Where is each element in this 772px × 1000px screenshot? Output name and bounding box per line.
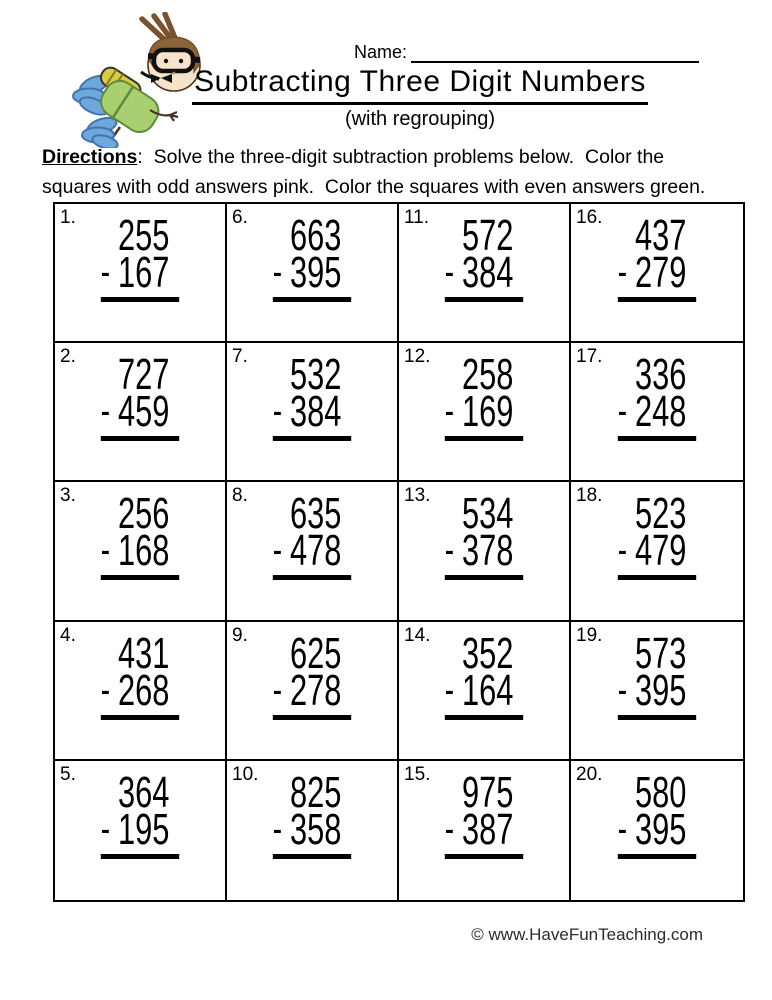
problem-cell-20: [571, 761, 743, 900]
subtrahend: 358: [290, 804, 342, 854]
minus-sign: -: [444, 389, 455, 434]
minus-sign: -: [100, 528, 111, 573]
subtrahend: 387: [462, 804, 514, 854]
minus-sign: -: [617, 806, 628, 851]
problem-cell-14: [399, 622, 571, 761]
problem-number: 16.: [576, 207, 603, 228]
minus-sign: -: [444, 806, 455, 851]
problem-cell-2: [55, 343, 227, 482]
answer-line: [101, 297, 179, 302]
minus-sign: -: [444, 250, 455, 294]
subtrahend: 169: [462, 387, 514, 437]
problem-cell-3: [55, 482, 227, 621]
minuend: 625: [290, 628, 342, 678]
problem-cell-4: [55, 622, 227, 761]
answer-line: [618, 854, 696, 859]
directions-text: : Solve the three-digit subtraction problems below. Color the squares with odd answers pink. Color the squares with even answers green.: [42, 146, 706, 198]
minus-sign: -: [617, 667, 628, 712]
minus-sign: -: [617, 250, 628, 294]
subtraction-problem: [272, 350, 351, 441]
directions: [42, 142, 736, 202]
answer-line: [273, 575, 351, 580]
answer-line: [445, 297, 523, 302]
minuend: 336: [635, 350, 687, 400]
subtraction-problem: [444, 628, 523, 720]
subtrahend: 384: [462, 248, 514, 297]
problem-cell-15: [399, 761, 571, 900]
name-row: [354, 42, 699, 63]
subtraction-problem: [100, 628, 179, 720]
footer-credit: © www.HaveFunTeaching.com: [471, 925, 703, 944]
subtraction-problem: [272, 767, 351, 859]
answer-line: [445, 436, 523, 441]
problem-cell-8: [227, 482, 399, 621]
subtrahend: 279: [635, 248, 687, 297]
subtrahend: 278: [290, 665, 342, 715]
minus-sign: -: [272, 389, 283, 434]
subtraction-problem: [444, 767, 523, 859]
subtrahend: 459: [118, 387, 170, 437]
minus-sign: -: [100, 250, 111, 294]
subtraction-problem: [444, 489, 523, 580]
minuend: 534: [462, 489, 514, 539]
subtrahend: 195: [118, 804, 170, 854]
minus-sign: -: [100, 389, 111, 434]
subtrahend: 268: [118, 665, 170, 715]
problem-number: 18.: [576, 485, 603, 507]
minuend: 580: [635, 767, 687, 817]
answer-line: [618, 575, 696, 580]
answer-line: [101, 854, 179, 859]
minus-sign: -: [100, 806, 111, 851]
minus-sign: -: [272, 806, 283, 851]
subtraction-problem: [617, 767, 696, 859]
problem-number: 10.: [232, 763, 259, 785]
title-block: [160, 64, 680, 130]
subtraction-problem: [444, 211, 523, 302]
subtrahend: 395: [290, 248, 342, 297]
problem-cell-17: [571, 343, 743, 482]
problem-number: 14.: [404, 624, 431, 646]
minuend: 352: [462, 628, 514, 678]
minuend: 663: [290, 211, 342, 260]
problem-cell-19: [571, 622, 743, 761]
problem-cell-10: [227, 761, 399, 900]
problem-number: 9.: [232, 624, 248, 646]
subtraction-problem: [617, 489, 696, 580]
problem-number: 7.: [232, 346, 248, 368]
problem-number: 5.: [60, 763, 76, 785]
minuend: 572: [462, 211, 514, 260]
minus-sign: -: [272, 667, 283, 712]
minuend: 431: [118, 628, 170, 678]
minuend: 258: [462, 350, 514, 400]
name-blank-line: [411, 43, 699, 63]
page-subtitle: (with regrouping): [344, 108, 496, 130]
subtrahend: 384: [290, 387, 342, 437]
subtraction-problem: [617, 628, 696, 720]
problem-number: 19.: [576, 624, 603, 646]
minuend: 825: [290, 767, 342, 817]
subtrahend: 164: [462, 665, 514, 715]
problem-number: 12.: [404, 346, 431, 368]
problem-cell-11: [399, 204, 571, 343]
minus-sign: -: [272, 250, 283, 294]
answer-line: [618, 436, 696, 441]
minus-sign: -: [444, 667, 455, 712]
minus-sign: -: [100, 667, 111, 712]
subtrahend: 167: [118, 248, 170, 297]
name-label: Name:: [354, 42, 408, 62]
directions-label: Directions: [42, 146, 138, 168]
minuend: 635: [290, 489, 342, 539]
problem-number: 8.: [232, 485, 248, 507]
problem-cell-7: [227, 343, 399, 482]
minuend: 437: [635, 211, 687, 260]
problem-cell-18: [571, 482, 743, 621]
minus-sign: -: [272, 528, 283, 573]
minuend: 727: [118, 350, 170, 400]
subtrahend: 395: [635, 804, 687, 854]
problem-cell-1: [55, 204, 227, 343]
answer-line: [445, 715, 523, 720]
answer-line: [273, 715, 351, 720]
minuend: 573: [635, 628, 687, 678]
answer-line: [445, 854, 523, 859]
minuend: 364: [118, 767, 170, 817]
minus-sign: -: [617, 389, 628, 434]
minuend: 256: [118, 489, 170, 539]
subtraction-problem: [617, 350, 696, 441]
subtraction-problem: [100, 350, 179, 441]
minuend: 532: [290, 350, 342, 400]
answer-line: [273, 297, 351, 302]
subtrahend: 248: [635, 387, 687, 437]
answer-line: [101, 575, 179, 580]
subtraction-problem: [272, 211, 351, 302]
problem-number: 17.: [576, 346, 603, 368]
subtraction-problem: [272, 628, 351, 720]
problem-number: 6.: [232, 207, 248, 228]
answer-line: [273, 854, 351, 859]
problem-cell-6: [227, 204, 399, 343]
problem-number: 1.: [60, 207, 76, 228]
problem-number: 11.: [404, 207, 430, 228]
problem-number: 20.: [576, 763, 603, 785]
answer-line: [273, 436, 351, 441]
answer-line: [101, 436, 179, 441]
problem-number: 15.: [404, 763, 431, 785]
problem-cell-12: [399, 343, 571, 482]
subtraction-problem: [272, 489, 351, 580]
answer-line: [101, 715, 179, 720]
problem-cell-5: [55, 761, 227, 900]
problem-number: 4.: [60, 624, 76, 646]
minuend: 523: [635, 489, 687, 539]
subtraction-problem: [100, 211, 179, 302]
subtraction-problem: [100, 767, 179, 859]
answer-line: [618, 715, 696, 720]
minus-sign: -: [617, 528, 628, 573]
problem-cell-9: [227, 622, 399, 761]
minuend: 255: [118, 211, 170, 260]
minuend: 975: [462, 767, 514, 817]
problem-number: 3.: [60, 485, 76, 507]
problem-grid: [53, 202, 745, 902]
problem-number: 13.: [404, 485, 431, 507]
problem-cell-13: [399, 482, 571, 621]
subtraction-problem: [444, 350, 523, 441]
subtrahend: 168: [118, 526, 170, 576]
subtrahend: 479: [635, 526, 687, 576]
subtrahend: 378: [462, 526, 514, 576]
subtrahend: 478: [290, 526, 342, 576]
subtrahend: 395: [635, 665, 687, 715]
subtraction-problem: [617, 211, 696, 302]
page-title: Subtracting Three Digit Numbers: [192, 64, 648, 105]
answer-line: [618, 297, 696, 302]
problem-number: 2.: [60, 346, 76, 368]
subtraction-problem: [100, 489, 179, 580]
answer-line: [445, 575, 523, 580]
problem-cell-16: [571, 204, 743, 343]
minus-sign: -: [444, 528, 455, 573]
